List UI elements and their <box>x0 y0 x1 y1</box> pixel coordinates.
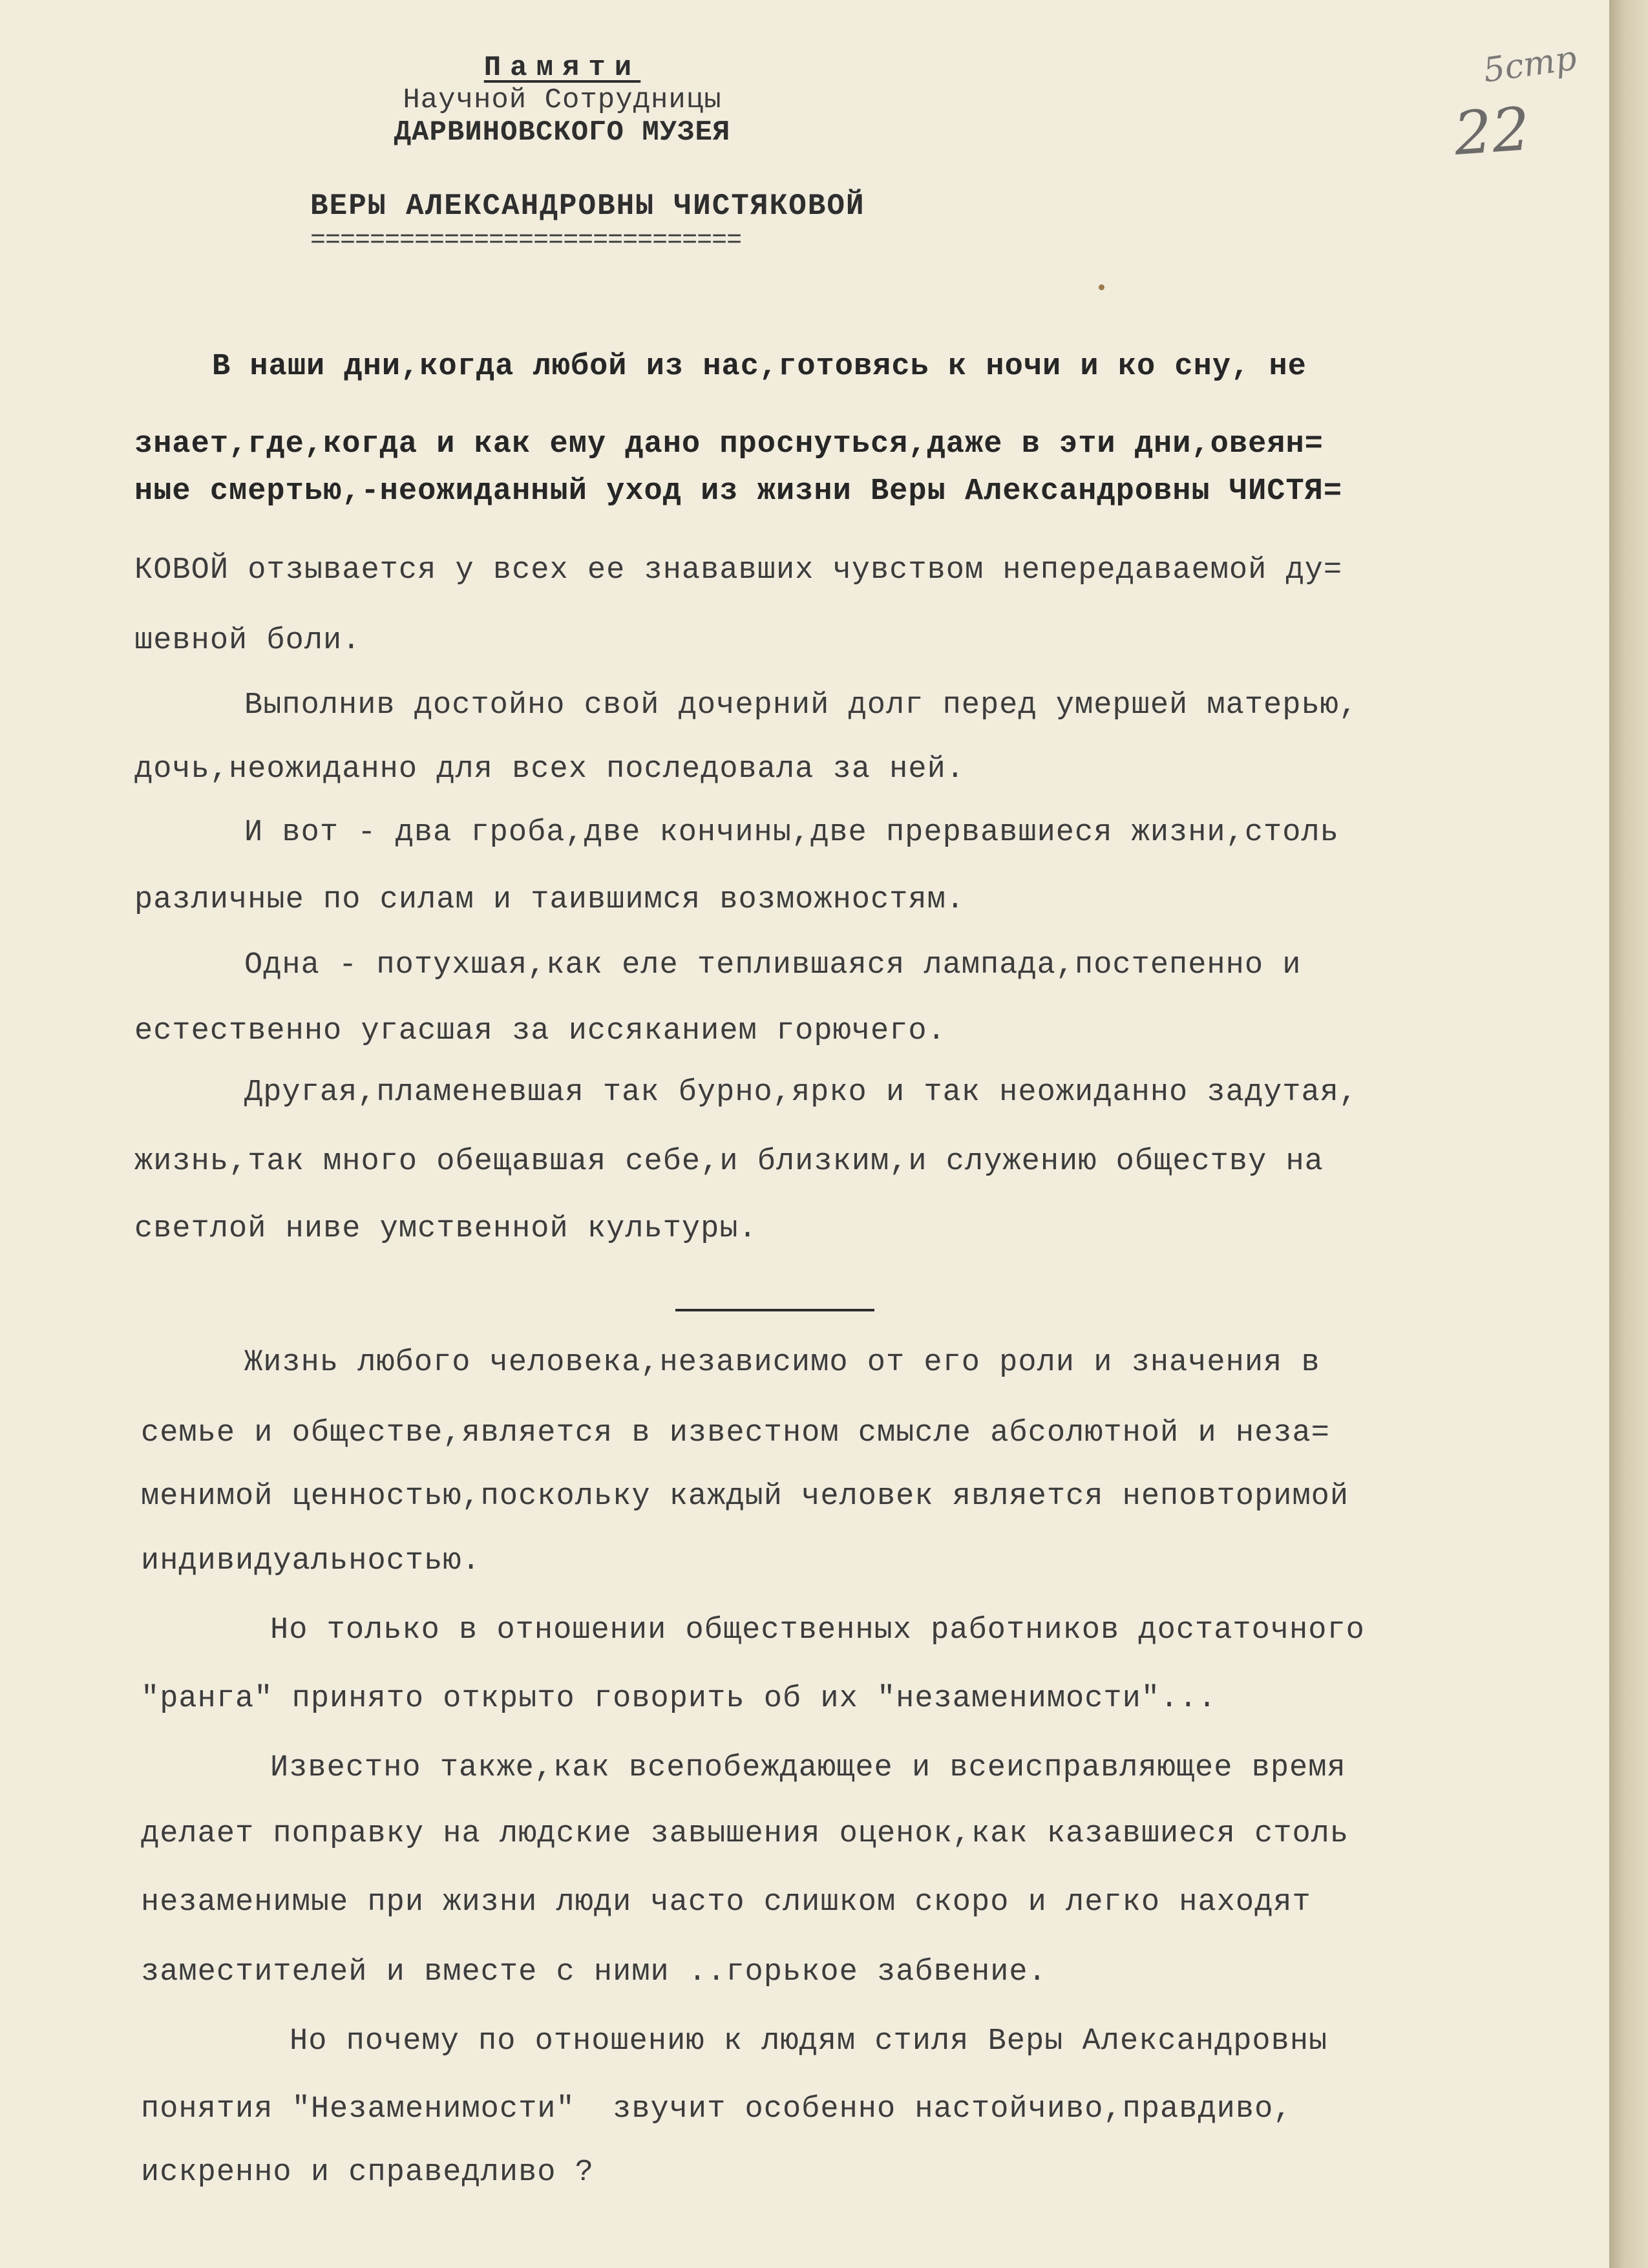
text-line: понятия "Незаменимости" звучит особенно настойчиво,правдиво, <box>141 2092 1293 2126</box>
header-subtitle: Научной Сотрудницы <box>403 84 722 116</box>
text-line: В наши дни,когда любой из нас,готовясь к ночи и ко сну, не <box>212 350 1307 384</box>
text-line: Выполнив достойно свой дочерний долг перед умершей матерью, <box>244 688 1358 723</box>
margin-note-pages: 5стр <box>1481 39 1579 90</box>
text-line: менимой ценностью,поскольку каждый человек является неповторимой <box>141 1479 1349 1514</box>
document-header <box>271 52 853 149</box>
text-line: индивидуальностью. <box>141 1544 481 1578</box>
text-line: "ранга" принято открыто говорить об их "незаменимости"... <box>141 1682 1217 1716</box>
text-line: Но только в отношении общественных работников достаточного <box>270 1613 1365 1648</box>
text-line: светлой ниве умственной культуры. <box>134 1212 757 1246</box>
header-title: Памяти <box>483 52 641 84</box>
header-name: ВЕРЫ АЛЕКСАНДРОВНЫ ЧИСТЯКОВОЙ <box>310 189 865 223</box>
text-line: КОВОЙ отзывается у всех ее знававших чувством непередаваемой ду= <box>134 553 1343 588</box>
text-line: делает поправку на людские завышения оценок,как казавшиеся столь <box>141 1817 1349 1851</box>
text-line: заместителей и вместе с ними ..горькое забвение. <box>141 1955 1047 1989</box>
text-line: Другая,пламеневшая так бурно,ярко и так неожиданно задутая, <box>244 1076 1358 1110</box>
text-line: незаменимые при жизни люди часто слишком скоро и легко находят <box>141 1885 1311 1920</box>
text-line: естественно угасшая за иссяканием горючего. <box>134 1014 946 1048</box>
paper-stain <box>1099 284 1104 290</box>
text-line: Известно также,как всепобеждающее и всеисправляющее время <box>270 1751 1346 1785</box>
text-line: И вот - два гроба,две кончины,две прервавшиеся жизни,столь <box>244 816 1339 850</box>
margin-note-number: 22 <box>1452 94 1532 169</box>
text-line: Жизнь любого человека,независимо от его роли и значения в <box>244 1346 1320 1380</box>
text-line: Но почему по отношению к людям стиля Веры Александровны <box>290 2024 1328 2059</box>
text-line: шевной боли. <box>134 624 361 658</box>
text-line: искренно и справедливо ? <box>141 2156 594 2190</box>
page-edge-shadow <box>1609 0 1648 2268</box>
text-line: жизнь,так много обещавшая себе,и близким,и служению обществу на <box>134 1145 1324 1179</box>
header-museum: ДАРВИНОВСКОГО МУЗЕЯ <box>394 116 731 149</box>
text-line: ные смертью,-неожиданный уход из жизни Веры Александровны ЧИСТЯ= <box>134 474 1343 509</box>
section-divider <box>675 1309 874 1311</box>
text-line: семье и обществе,является в известном смысле абсолютной и неза= <box>141 1416 1330 1450</box>
text-line: дочь,неожиданно для всех последовала за ней. <box>134 752 966 787</box>
text-line: различные по силам и таившимся возможностям. <box>134 883 966 917</box>
text-line: Одна - потухшая,как еле теплившаяся лампада,постепенно и <box>244 948 1302 982</box>
text-line: знает,где,когда и как ему дано проснуться,даже в эти дни,овеян= <box>134 427 1324 461</box>
header-separator: ============================= <box>310 226 742 255</box>
